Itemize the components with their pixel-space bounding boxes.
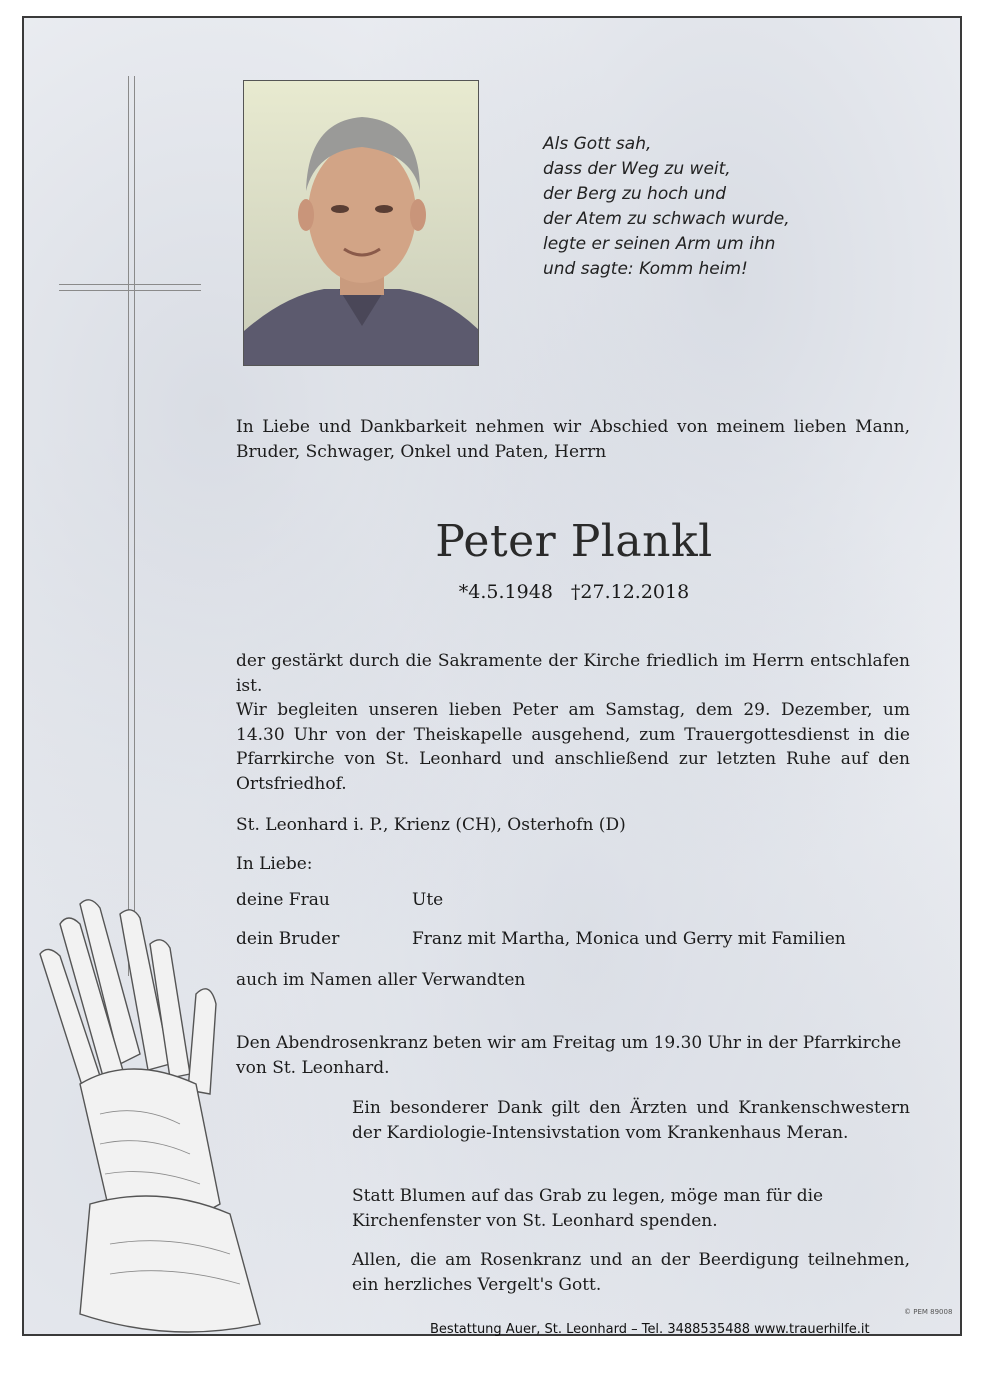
mourner-names: Franz mit Martha, Monica und Gerry mit Familien xyxy=(412,929,846,949)
deceased-name: Peter Plankl xyxy=(435,516,713,567)
intro-text: In Liebe und Dankbarkeit nehmen wir Abschied von meinem lieben Mann, Bruder, Schwager, Onkel und Paten, Herrn xyxy=(236,417,910,462)
birth-date: *4.5.1948 xyxy=(458,581,553,603)
cross-line xyxy=(134,76,135,976)
poem-line: dass der Weg zu weit, xyxy=(543,159,731,179)
rosary-text: Den Abendrosenkranz beten wir am Freitag um 19.30 Uhr in der Pfarrkirche von St. Leonhard. xyxy=(236,1033,902,1078)
flowers-text: Statt Blumen auf das Grab zu legen, möge man für die Kirchenfenster von St. Leonhard spenden. xyxy=(352,1186,824,1231)
life-dates xyxy=(234,581,914,603)
cross-line xyxy=(59,284,201,285)
poem-line: Als Gott sah, xyxy=(543,134,652,154)
cross-line xyxy=(128,76,129,976)
poem-line: legte er seinen Arm um ihn xyxy=(543,234,776,254)
places-line: St. Leonhard i. P., Krienz (CH), Osterhofn (D) xyxy=(236,815,626,835)
obituary-sheet xyxy=(22,16,962,1336)
paragraph-funeral: Wir begleiten unseren lieben Peter am Samstag, dem 29. Dezember, um 14.30 Uhr von der Theiskapelle ausgehend, zum Trauergottesdienst in die Pfarrkirche von St. Leonhard und anschließend zur letzten Ruhe auf den Ortsfriedhof. xyxy=(236,700,910,794)
portrait-photo xyxy=(243,80,479,366)
poem-line: der Berg zu hoch und xyxy=(543,184,727,204)
poem-line: der Atem zu schwach wurde, xyxy=(543,209,790,229)
footer-contact: Bestattung Auer, St. Leonhard – Tel. 3488535488 www.trauerhilfe.it xyxy=(430,1322,870,1337)
mourner-relation: dein Bruder xyxy=(236,929,340,949)
relatives-line: auch im Namen aller Verwandten xyxy=(236,970,526,990)
cross-line xyxy=(59,290,201,291)
poem-line: und sagte: Komm heim! xyxy=(543,259,748,279)
death-date: †27.12.2018 xyxy=(570,581,690,603)
praying-hands-illustration xyxy=(22,884,346,1336)
mourner-names: Ute xyxy=(412,890,444,910)
thanks-text: Ein besonderer Dank gilt den Ärzten und Krankenschwestern der Kardiologie-Intensivstation vom Krankenhaus Meran. xyxy=(352,1098,910,1143)
in-liebe-label: In Liebe: xyxy=(236,854,313,874)
poem xyxy=(543,132,790,282)
mourner-relation: deine Frau xyxy=(236,890,330,910)
closing-text: Allen, die am Rosenkranz und an der Beerdigung teilnehmen, ein herzliches Vergelt's Gott. xyxy=(352,1250,910,1295)
paragraph-sacraments: der gestärkt durch die Sakramente der Kirche friedlich im Herrn entschlafen ist. xyxy=(236,651,910,696)
copyright-mark: © PEM 89008 xyxy=(904,1308,953,1316)
